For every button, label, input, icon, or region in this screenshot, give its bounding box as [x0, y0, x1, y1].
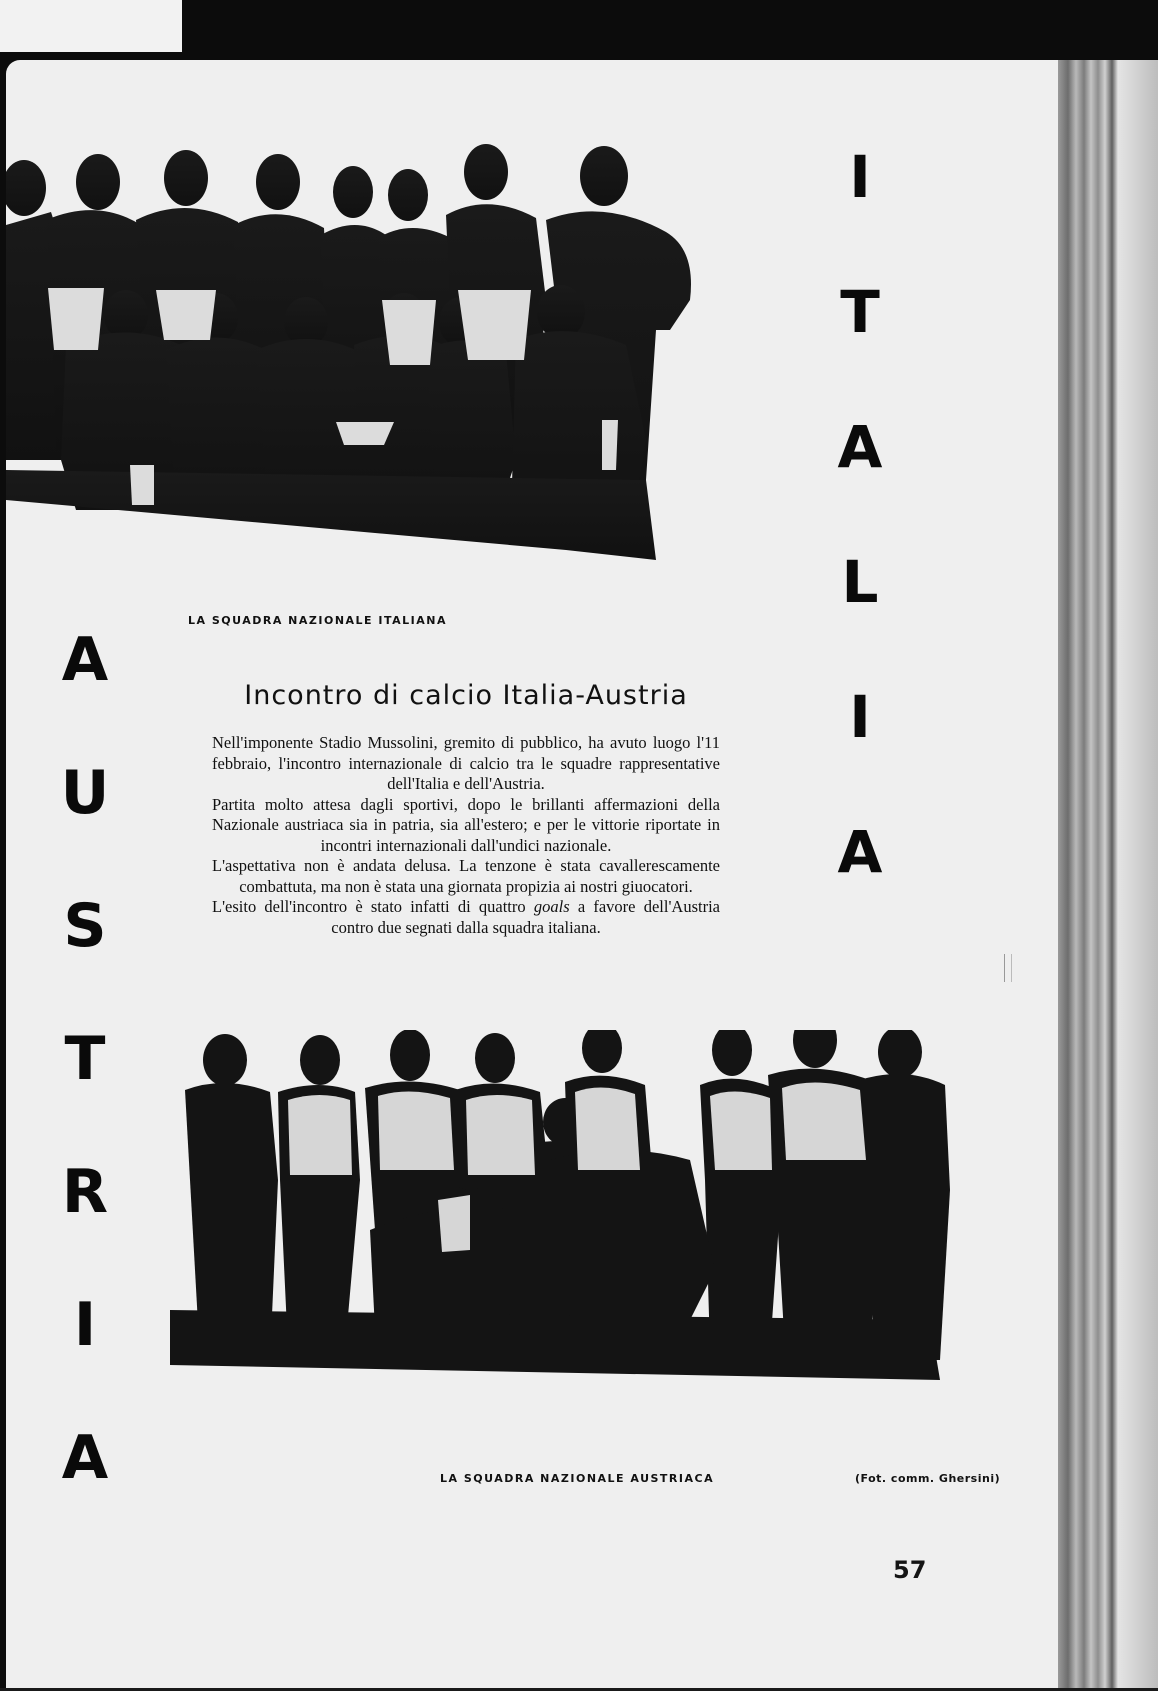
photo-credit: (Fot. comm. Ghersini)	[855, 1472, 1001, 1485]
italia-letter: I	[849, 143, 871, 211]
article-paragraph-last	[212, 897, 720, 938]
italy-photo-caption: LA SQUADRA NAZIONALE ITALIANA	[188, 614, 447, 627]
scan-corner	[0, 0, 182, 52]
austria-letter: A	[61, 1423, 109, 1493]
austria-letter: U	[60, 758, 110, 828]
italia-letter: T	[840, 278, 880, 346]
austria-letter: T	[64, 1024, 106, 1094]
austria-letter: A	[61, 625, 109, 695]
page-number: 57	[893, 1556, 927, 1584]
article-title: Incontro di calcio Italia-Austria	[244, 680, 688, 711]
austria-letter: I	[73, 1290, 97, 1360]
article-paragraph: L'aspettativa non è andata delusa. La tenzone è stata cavallerescamente combattuta, ma non è stata una giornata propizia ai nostri giuocatori.	[212, 856, 720, 896]
vertical-word-austria	[40, 625, 130, 1561]
italia-letter: A	[837, 413, 883, 481]
article-text: L'esito dell'incontro è stato infatti di quattro	[212, 897, 534, 916]
article	[212, 680, 720, 938]
article-paragraph: Partita molto attesa dagli sportivi, dopo le brillanti affermazioni della Nazionale austriaca sia in patria, sia all'estero; e per le vittorie riportate in incontri internazionali dall'undici nazionale.	[212, 794, 720, 855]
austria-team-photo	[170, 1030, 1020, 1450]
article-paragraph: Nell'imponente Stadio Mussolini, gremito di pubblico, ha avuto luogo l'11 febbraio, l'incontro internazionale di calcio tra le squadre rappresentative dell'Italia e dell'Austria.	[212, 733, 720, 793]
austria-letter: R	[61, 1157, 109, 1227]
vertical-word-italia	[820, 143, 900, 958]
article-text: a favore dell'Austria contro due segnati dalla squadra italiana.	[331, 897, 721, 937]
italia-letter: L	[841, 548, 879, 616]
italy-team-photo	[6, 140, 746, 600]
scan-top-border	[182, 0, 1158, 60]
italia-letter: A	[837, 818, 883, 886]
page-margin-mark	[1004, 954, 1012, 982]
austria-photo-caption: LA SQUADRA NAZIONALE AUSTRIACA	[440, 1472, 715, 1485]
article-italic-word: goals	[533, 897, 570, 916]
austria-letter: S	[63, 891, 107, 961]
page-gutter-edge	[1058, 60, 1158, 1688]
italia-letter: I	[849, 683, 871, 751]
